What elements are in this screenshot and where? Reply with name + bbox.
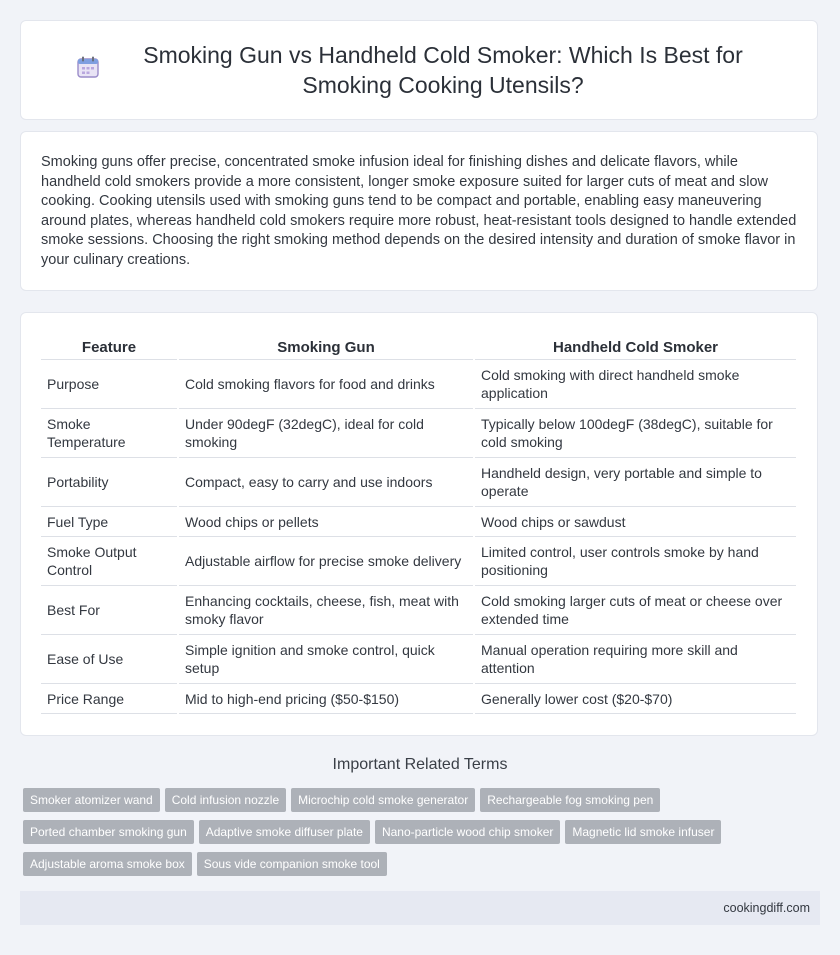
- feature-cell: Fuel Type: [41, 507, 177, 537]
- feature-cell: Smoke Output Control: [41, 537, 177, 586]
- term-tag[interactable]: Sous vide companion smoke tool: [197, 852, 387, 876]
- feature-cell: Ease of Use: [41, 635, 177, 684]
- related-terms-heading: Important Related Terms: [332, 756, 508, 773]
- cold-smoker-cell: Handheld design, very portable and simple to operate: [475, 458, 796, 507]
- feature-cell: Smoke Temperature: [41, 409, 177, 458]
- cold-smoker-cell: Cold smoking with direct handheld smoke application: [475, 360, 796, 409]
- smoking-gun-cell: Cold smoking flavors for food and drinks: [179, 360, 473, 409]
- smoking-gun-cell: Enhancing cocktails, cheese, fish, meat with smoky flavor: [179, 586, 473, 635]
- footer-site-link[interactable]: cookingdiff.com: [723, 901, 810, 915]
- cold-smoker-cell: Wood chips or sawdust: [475, 507, 796, 537]
- term-tag[interactable]: Nano-particle wood chip smoker: [375, 820, 560, 844]
- term-tag[interactable]: Adjustable aroma smoke box: [23, 852, 192, 876]
- term-tag[interactable]: Cold infusion nozzle: [165, 788, 286, 812]
- feature-cell: Price Range: [41, 684, 177, 714]
- table-header-row: [41, 333, 796, 360]
- smoking-gun-cell: Simple ignition and smoke control, quick setup: [179, 635, 473, 684]
- table-row: [41, 458, 796, 507]
- cold-smoker-cell: Generally lower cost ($20-$70): [475, 684, 796, 714]
- term-tag[interactable]: Microchip cold smoke generator: [291, 788, 475, 812]
- intro-card: [20, 131, 818, 291]
- smoking-gun-cell: Wood chips or pellets: [179, 507, 473, 537]
- footer: [20, 891, 820, 925]
- feature-cell: Best For: [41, 586, 177, 635]
- header-handheld-cold-smoker: Handheld Cold Smoker: [475, 333, 796, 360]
- title-card: [20, 20, 818, 120]
- related-terms-list: [23, 788, 803, 884]
- table-row: [41, 537, 796, 586]
- term-tag[interactable]: Smoker atomizer wand: [23, 788, 160, 812]
- title-wrap: [75, 40, 763, 100]
- term-tag[interactable]: Rechargeable fog smoking pen: [480, 788, 660, 812]
- cold-smoker-cell: Cold smoking larger cuts of meat or cheese over extended time: [475, 586, 796, 635]
- smoking-gun-cell: Compact, easy to carry and use indoors: [179, 458, 473, 507]
- term-tag[interactable]: Ported chamber smoking gun: [23, 820, 194, 844]
- term-tag[interactable]: Adaptive smoke diffuser plate: [199, 820, 370, 844]
- cold-smoker-cell: Typically below 100degF (38degC), suitable for cold smoking: [475, 409, 796, 458]
- table-row: [41, 507, 796, 537]
- cold-smoker-cell: Manual operation requiring more skill and attention: [475, 635, 796, 684]
- header-feature: Feature: [41, 333, 177, 360]
- table-row: [41, 586, 796, 635]
- calendar-icon: [75, 54, 101, 80]
- page-title: Smoking Gun vs Handheld Cold Smoker: Which Is Best for Smoking Cooking Utensils?: [143, 42, 743, 98]
- table-row: [41, 409, 796, 458]
- smoking-gun-cell: Adjustable airflow for precise smoke delivery: [179, 537, 473, 586]
- comparison-card: [20, 312, 818, 736]
- cold-smoker-cell: Limited control, user controls smoke by hand positioning: [475, 537, 796, 586]
- term-tag[interactable]: Magnetic lid smoke infuser: [565, 820, 721, 844]
- header-smoking-gun: Smoking Gun: [179, 333, 473, 360]
- smoking-gun-cell: Under 90degF (32degC), ideal for cold smoking: [179, 409, 473, 458]
- table-row: [41, 635, 796, 684]
- table-row: [41, 684, 796, 714]
- table-row: [41, 360, 796, 409]
- feature-cell: Purpose: [41, 360, 177, 409]
- comparison-table: [39, 333, 798, 714]
- feature-cell: Portability: [41, 458, 177, 507]
- smoking-gun-cell: Mid to high-end pricing ($50-$150): [179, 684, 473, 714]
- intro-paragraph: Smoking guns offer precise, concentrated smoke infusion ideal for finishing dishes and delicate flavors, while handheld cold smokers provide a more consistent, longer smoke exposure suited for larger cuts of meat and slow cooking. Cooking utensils used with smoking guns tend to be compact and portable, enabling easy maneuvering around plates, whereas handheld cold smokers require more robust, heat-resistant tools designed to handle extended smoke sessions. Choosing the right smoking method depends on the desired intensity and duration of smoke flavor in your culinary creations.: [41, 154, 797, 268]
